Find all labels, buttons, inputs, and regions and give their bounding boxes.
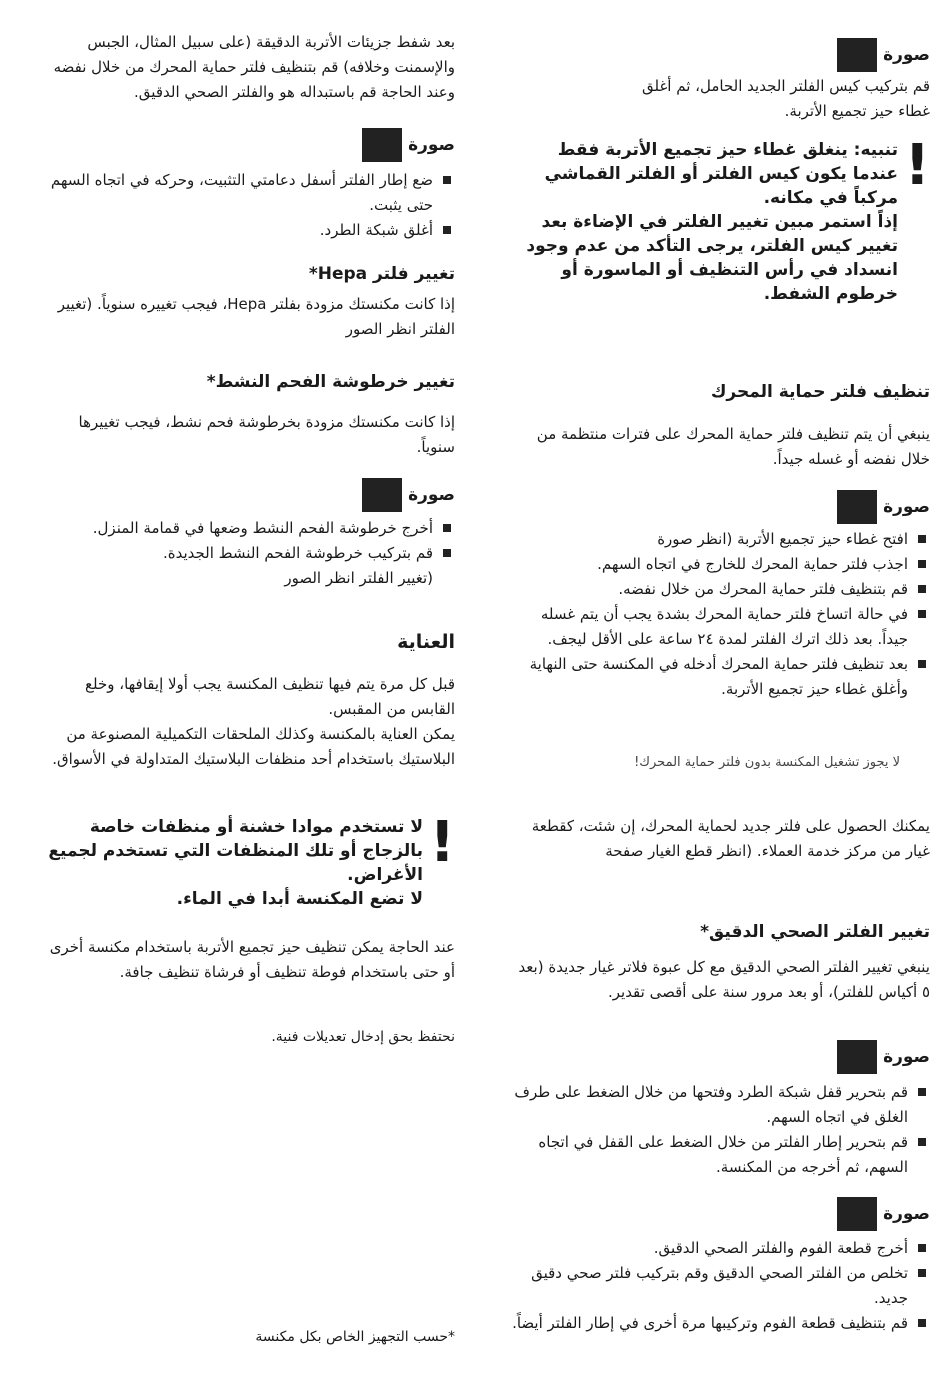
care-heading: العناية xyxy=(397,631,455,653)
list-item: قم بتركيب خرطوشة الفحم النشط الجديدة. xyxy=(45,541,455,566)
rights-note: نحتفظ بحق إدخال تعديلات فنية. xyxy=(271,1029,455,1045)
motor-filter-heading: تنظيف فلتر حماية المحرك xyxy=(710,382,930,402)
warning-2-text: لا تستخدم موادا خشنة أو منظفات خاصة بالزجاج أو تلك المنظفات التي تستخدم لجميع الأغراض. لا تضع المكنسة أبدا في الماء. xyxy=(48,817,423,909)
list-item: قم بتنظيف قطعة الفوم وتركيبها مرة أخرى في إطار الفلتر أيضاً. xyxy=(510,1311,930,1336)
motor-filter-intro: ينبغي أن يتم تنظيف فلتر حماية المحرك على فترات منتظمة من خلال نفضه أو غسله جيداً. xyxy=(536,425,930,468)
hygiene-steps-list-b xyxy=(510,1236,930,1336)
figure-image xyxy=(837,1040,877,1074)
list-item: قم بتحرير إطار الفلتر من خلال الضغط على القفل في اتجاه السهم، ثم أخرجه من المكنسة. xyxy=(510,1130,930,1180)
list-item: قم بتحرير قفل شبكة الطرد وفتحها من خلال الضغط على طرف الغلق في اتجاه السهم. xyxy=(510,1080,930,1130)
hepa-text: إذا كانت مكنستك مزودة بفلتر Hepa، فيجب تغييره سنوياً. (تغيير الفلتر انظر الصور xyxy=(57,295,455,338)
warning-1-text: تنبيه: ينغلق غطاء حيز تجميع الأتربة فقط عندما يكون كيس الفلتر أو الفلتر القماشي مركباً في مكانه. إذاً استمر مبين تغيير الفلتر في الإضاءة بعد تغيير كيس الفلتر، يرجى التأكد من عدم وجود انسداد في رأس التنظيف أو الماسورة أو خرطوم الشفط. xyxy=(526,140,898,304)
figure-image xyxy=(837,38,877,72)
figure-image xyxy=(362,478,402,512)
figure-label: صورة xyxy=(408,135,455,155)
hygiene-filter-heading: تغيير الفلتر الصحي الدقيق* xyxy=(700,922,930,942)
care-text-2: يمكن العناية بالمكنسة وكذلك الملحقات التكميلية المصنوعة من البلاستيك باستخدام أحد منظفات البلاستيك المتداولة في الأسواق. xyxy=(52,725,455,768)
motor-steps-list xyxy=(510,527,930,702)
list-item: اجذب فلتر حماية المحرك للخارج في اتجاه السهم. xyxy=(510,552,930,577)
figure-1-text: قم بتركيب كيس الفلتر الجديد الحامل، ثم أغلق غطاء حيز تجميع الأتربة. xyxy=(641,77,930,120)
warning-2 xyxy=(45,810,455,911)
figure-label: صورة xyxy=(883,497,930,517)
list-item: قم بتنظيف فلتر حماية المحرك من خلال نفضه. xyxy=(510,577,930,602)
figure-label: صورة xyxy=(883,45,930,65)
exclamation-icon: ! xyxy=(904,133,930,198)
figure-image xyxy=(362,128,402,162)
list-item: تخلص من الفلتر الصحي الدقيق وقم بتركيب فلتر صحي دقيق جديد. xyxy=(510,1261,930,1311)
list-item: أخرج خرطوشة الفحم النشط وضعها في قمامة المنزل. xyxy=(45,516,455,541)
footnote: *حسب التجهيز الخاص بكل مكنسة xyxy=(255,1329,455,1345)
care-text-1: قبل كل مرة يتم فيها تنظيف المكنسة يجب أولا إيقافها، وخلع القابس من المقبس. xyxy=(85,675,455,718)
list-item: أغلق شبكة الطرد. xyxy=(45,218,455,243)
carbon-heading: تغيير خرطوشة الفحم النشط* xyxy=(206,372,455,392)
exclamation-icon: ! xyxy=(429,810,455,875)
figure-label: صورة xyxy=(408,485,455,505)
hepa-heading: تغيير فلتر Hepa* xyxy=(308,264,455,284)
motor-spare-text: يمكنك الحصول على فلتر جديد لحماية المحرك، إن شئت، كقطعة غيار من مركز خدمة العملاء. (انظر قطع الغيار صفحة xyxy=(531,817,930,860)
list-item: بعد تنظيف فلتر حماية المحرك أدخله في المكنسة حتى النهاية وأغلق غطاء حيز تجميع الأتربة. xyxy=(510,652,930,702)
frame-steps-list xyxy=(45,168,455,243)
list-item: ضع إطار الفلتر أسفل دعامتي التثبيت، وحركه في اتجاه السهم حتى يثبت. xyxy=(45,168,455,218)
figure-image xyxy=(837,1197,877,1231)
hygiene-steps-list-a xyxy=(510,1080,930,1180)
carbon-text: إذا كانت مكنستك مزودة بخرطوشة فحم نشط، فيجب تغييرها سنوياً. xyxy=(78,413,455,456)
motor-note: لا يجوز تشغيل المكنسة بدون فلتر حماية المحرك! xyxy=(634,755,900,770)
carbon-ref: (تغيير الفلتر انظر الصور xyxy=(284,569,433,587)
dust-text: عند الحاجة يمكن تنظيف حيز تجميع الأتربة باستخدام مكنسة أخرى أو حتى باستخدام فوطة تنظيف أو فرشاة تنظيف جافة. xyxy=(49,938,455,981)
figure-image xyxy=(837,490,877,524)
list-item: افتح غطاء حيز تجميع الأتربة (انظر صورة xyxy=(510,527,930,552)
figure-label: صورة xyxy=(883,1047,930,1067)
figure-1 xyxy=(510,38,930,124)
warning-1 xyxy=(510,133,930,306)
carbon-steps-list xyxy=(45,516,455,566)
list-item: أخرج قطعة الفوم والفلتر الصحي الدقيق. xyxy=(510,1236,930,1261)
hygiene-filter-intro: ينبغي تغيير الفلتر الصحي الدقيق مع كل عبوة فلاتر غيار جديدة (بعد ٥ أكياس للفلتر)، أو بعد مرور سنة على أقصى تقدير. xyxy=(518,958,930,1001)
intro-text: بعد شفط جزيئات الأتربة الدقيقة (على سبيل المثال، الجبس والإسمنت وخلافه) قم بتنظيف فلتر حماية المحرك من خلال نفضه وعند الحاجة قم باستبداله هو والفلتر الصحي الدقيق. xyxy=(53,33,455,101)
list-item: في حالة اتساخ فلتر حماية المحرك بشدة يجب أن يتم غسله جيداً. بعد ذلك اترك الفلتر لمدة ٢٤ ساعة على الأقل ليجف. xyxy=(510,602,930,652)
figure-label: صورة xyxy=(883,1204,930,1224)
